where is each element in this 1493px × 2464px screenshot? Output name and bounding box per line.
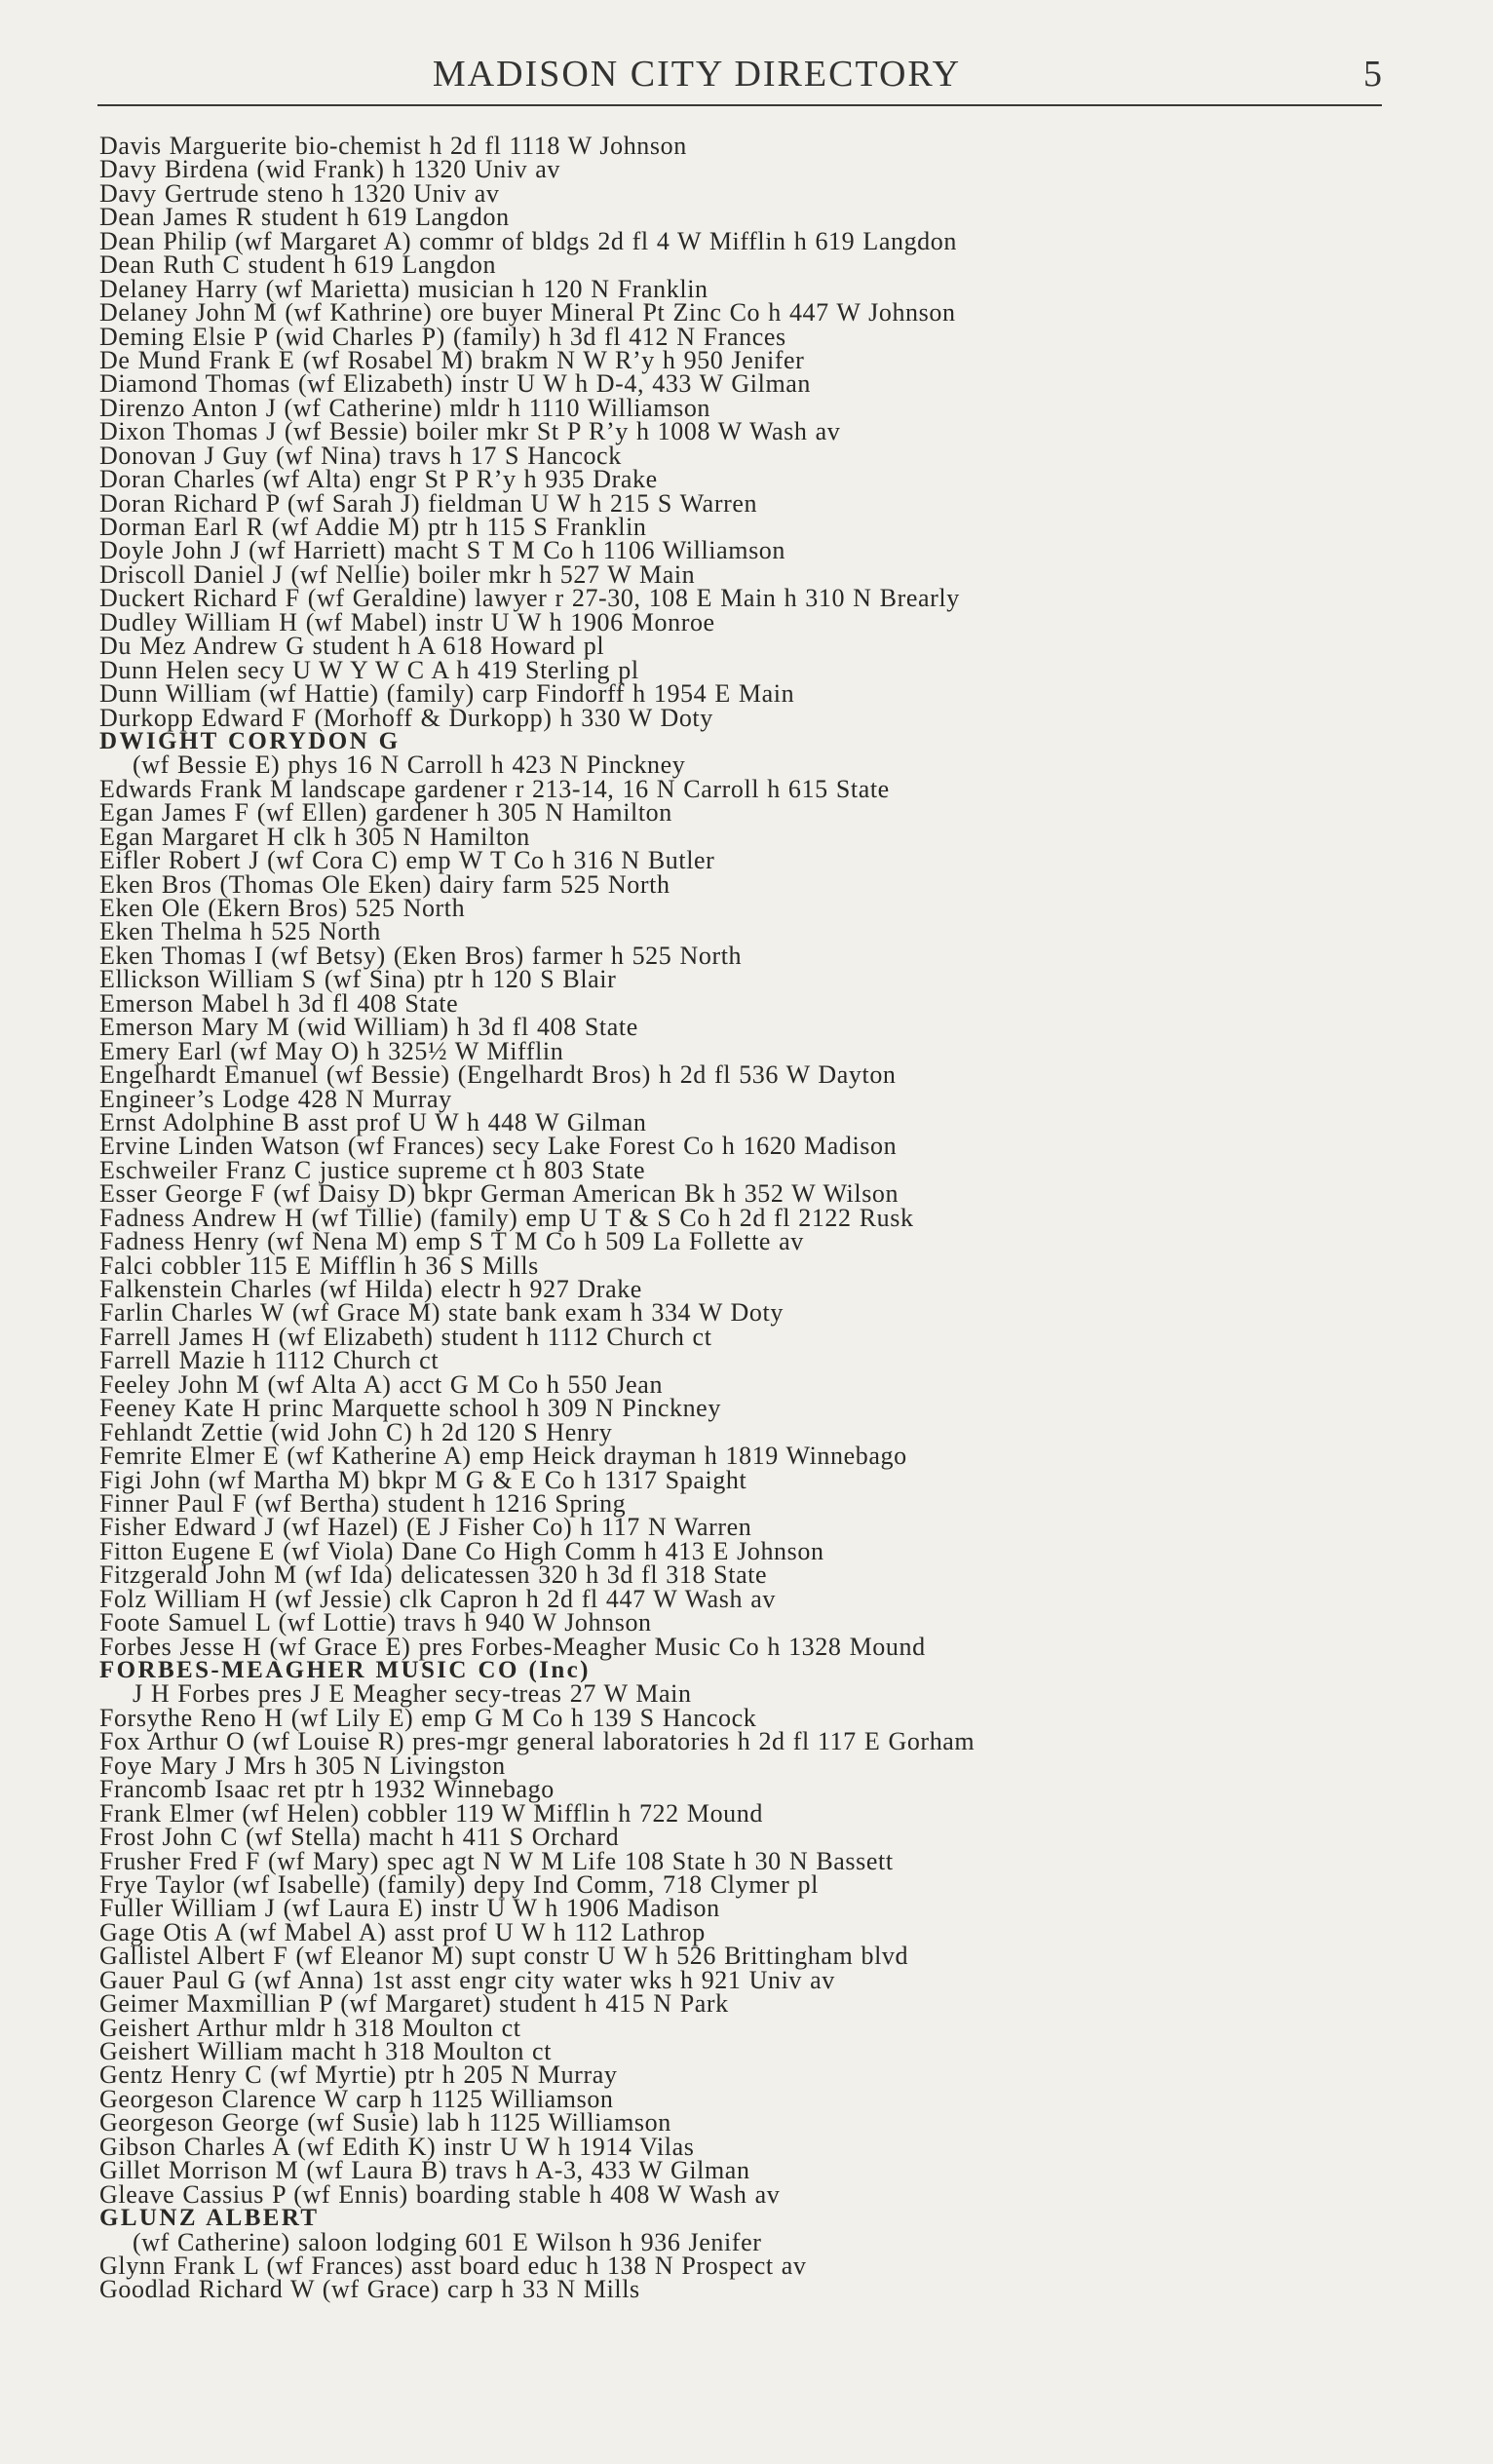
directory-entry: Durkopp Edward F (Morhoff & Durkopp) h 330 W Doty (99, 703, 713, 732)
directory-entry: Delaney John M (wf Kathrine) ore buyer Mineral Pt Zinc Co h 447 W Johnson (99, 298, 956, 327)
directory-entry: Foye Mary J Mrs h 305 N Livingston (99, 1751, 506, 1780)
directory-entry: Gallistel Albert F (wf Eleanor M) supt constr U W h 526 Brittingham blvd (99, 1942, 909, 1971)
directory-entry: Diamond Thomas (wf Elizabeth) instr U W h D-4, 433 W Gilman (99, 369, 812, 399)
directory-entry: Ervine Linden Watson (wf Frances) secy Lake Forest Co h 1620 Madison (99, 1132, 898, 1161)
directory-entry: Georgeson George (wf Susie) lab h 1125 Williamson (99, 2108, 671, 2137)
directory-entry: Frye Taylor (wf Isabelle) (family) depy Ind Comm, 718 Clymer pl (99, 1869, 819, 1899)
directory-entry: Forbes Jesse H (wf Grace E) pres Forbes-Meagher Music Co h 1328 Mound (99, 1632, 926, 1661)
directory-entry: (wf Bessie E) phys 16 N Carroll h 423 N Pinckney (133, 751, 686, 780)
directory-entry: Ernst Adolphine B asst prof U W h 448 W Gilman (99, 1107, 647, 1136)
directory-entry: Driscoll Daniel J (wf Nellie) boiler mkr h 527 W Main (99, 559, 696, 589)
directory-entry: Engelhardt Emanuel (wf Bessie) (Engelhardt Bros) h 2d fl 536 W Dayton (99, 1060, 897, 1090)
directory-entry: Emery Earl (wf May O) h 325½ W Mifflin (99, 1036, 564, 1065)
directory-entry: (wf Catherine) saloon lodging 601 E Wilson h 936 Jenifer (133, 2227, 762, 2256)
directory-entries (99, 132, 1396, 2304)
directory-entry: Glynn Frank L (wf Frances) asst board educ h 138 N Prospect av (99, 2251, 807, 2280)
directory-entry: Dorman Earl R (wf Addie M) ptr h 115 S Franklin (99, 513, 647, 541)
directory-entry: Dixon Thomas J (wf Bessie) boiler mkr St P R’y h 1008 W Wash av (99, 417, 841, 446)
directory-entry: Falkenstein Charles (wf Hilda) electr h 927 Drake (99, 1275, 642, 1303)
directory-entry: Frusher Fred F (wf Mary) spec agt N W M Life 108 State h 30 N Bassett (99, 1846, 894, 1875)
directory-entry: Figi John (wf Martha M) bkpr M G & E Co h 1317 Spaight (99, 1465, 747, 1494)
directory-entry: Gillet Morrison M (wf Laura B) travs h A-3, 433 W Gilman (99, 2156, 750, 2185)
directory-entry: Deming Elsie P (wid Charles P) (family) h 3d fl 412 N Frances (99, 322, 786, 351)
directory-entry: Fisher Edward J (wf Hazel) (E J Fisher Co) h 117 N Warren (99, 1513, 752, 1542)
directory-entry: Fitton Eugene E (wf Viola) Dane Co High Comm h 413 E Johnson (99, 1536, 824, 1565)
directory-entry: Du Mez Andrew G student h A 618 Howard pl (99, 632, 605, 661)
directory-entry: Eken Thelma h 525 North (99, 917, 381, 946)
directory-entry: Duckert Richard F (wf Geraldine) lawyer r 27-30, 108 E Main h 310 N Brearly (99, 584, 960, 613)
directory-heading: GLUNZ ALBERT (99, 2205, 320, 2232)
directory-entry: J H Forbes pres J E Meagher secy-treas 27 W Main (133, 1679, 692, 1709)
directory-entry: Egan James F (wf Ellen) gardener h 305 N Hamilton (99, 798, 672, 828)
header-rule (97, 104, 1382, 106)
directory-entry: Gauer Paul G (wf Anna) 1st asst engr city water wks h 921 Univ av (99, 1965, 835, 1994)
directory-heading: DWIGHT CORYDON G (99, 727, 401, 754)
directory-entry: Gentz Henry C (wf Myrtie) ptr h 205 N Murray (99, 2060, 618, 2090)
directory-entry: Francomb Isaac ret ptr h 1932 Winnebago (99, 1775, 555, 1804)
directory-entry: Dudley William H (wf Mabel) instr U W h 1906 Monroe (99, 607, 715, 636)
directory-entry: Gage Otis A (wf Mabel A) asst prof U W h 112 Lathrop (99, 1917, 706, 1946)
directory-entry: Goodlad Richard W (wf Grace) carp h 33 N Mills (99, 2275, 640, 2304)
directory-entry: Egan Margaret H clk h 305 N Hamilton (99, 822, 530, 851)
directory-entry: Emerson Mary M (wid William) h 3d fl 408 State (99, 1013, 638, 1042)
directory-entry: Gleave Cassius P (wf Ennis) boarding stable h 408 W Wash av (99, 2179, 781, 2209)
directory-entry: Eifler Robert J (wf Cora C) emp W T Co h 316 N Butler (99, 846, 715, 875)
directory-entry: Geishert Arthur mldr h 318 Moulton ct (99, 2013, 521, 2042)
directory-entry: Dean James R student h 619 Langdon (99, 203, 510, 232)
directory-entry: Falci cobbler 115 E Mifflin h 36 S Mills (99, 1251, 539, 1280)
directory-entry: Farrell Mazie h 1112 Church ct (99, 1346, 440, 1375)
directory-entry: Feeley John M (wf Alta A) acct G M Co h 550 Jean (99, 1369, 664, 1399)
directory-entry: Feeney Kate H princ Marquette school h 309 N Pinckney (99, 1394, 721, 1423)
directory-entry: Geishert William macht h 318 Moulton ct (99, 2037, 553, 2065)
directory-entry: Eken Bros (Thomas Ole Eken) dairy farm 525 North (99, 869, 670, 899)
directory-entry: Fox Arthur O (wf Louise R) pres-mgr general laboratories h 2d fl 117 E Gorham (99, 1727, 976, 1756)
directory-entry: Farlin Charles W (wf Grace M) state bank exam h 334 W Doty (99, 1298, 784, 1328)
directory-entry: Dunn Helen secy U W Y W C A h 419 Sterling pl (99, 655, 639, 684)
directory-entry: Eken Thomas I (wf Betsy) (Eken Bros) farmer h 525 North (99, 941, 743, 970)
directory-entry: Davy Gertrude steno h 1320 Univ av (99, 178, 500, 208)
directory-entry: Eschweiler Franz C justice supreme ct h 803 State (99, 1155, 646, 1184)
directory-entry: Donovan J Guy (wf Nina) travs h 17 S Hancock (99, 441, 622, 470)
directory-entry: Engineer’s Lodge 428 N Murray (99, 1084, 452, 1113)
directory-entry: Forsythe Reno H (wf Lily E) emp G M Co h 139 S Hancock (99, 1703, 757, 1732)
directory-entry: Edwards Frank M landscape gardener r 213-14, 16 N Carroll h 615 State (99, 774, 890, 803)
directory-entry: Frost John C (wf Stella) macht h 411 S Orchard (99, 1823, 620, 1852)
directory-entry: Doran Richard P (wf Sarah J) fieldman U W h 215 S Warren (99, 488, 758, 518)
directory-entry: Dunn William (wf Hattie) (family) carp Findorff h 1954 E Main (99, 679, 795, 709)
directory-entry: Doran Charles (wf Alta) engr St P R’y h 935 Drake (99, 465, 658, 494)
directory-entry: Direnzo Anton J (wf Catherine) mldr h 1110 Williamson (99, 393, 711, 422)
directory-heading: FORBES-MEAGHER MUSIC CO (Inc) (99, 1657, 591, 1683)
directory-entry: Emerson Mabel h 3d fl 408 State (99, 988, 459, 1018)
directory-entry: Fadness Henry (wf Nena M) emp S T M Co h 509 La Follette av (99, 1227, 804, 1256)
page-title: MADISON CITY DIRECTORY (432, 54, 962, 95)
directory-entry: Finner Paul F (wf Bertha) student h 1216 Spring (99, 1488, 627, 1518)
directory-entry: Doyle John J (wf Harriett) macht S T M Co h 1106 Williamson (99, 536, 786, 565)
directory-entry: Fehlandt Zettie (wid John C) h 2d 120 S Henry (99, 1417, 613, 1446)
directory-entry: Gibson Charles A (wf Edith K) instr U W h 1914 Vilas (99, 2132, 695, 2161)
directory-entry: Fitzgerald John M (wf Ida) delicatessen 320 h 3d fl 318 State (99, 1560, 768, 1590)
directory-entry: Foote Samuel L (wf Lottie) travs h 940 W Johnson (99, 1608, 652, 1637)
directory-entry: Georgeson Clarence W carp h 1125 Williamson (99, 2084, 614, 2113)
directory-entry: Delaney Harry (wf Marietta) musician h 120 N Franklin (99, 274, 708, 303)
directory-entry: Eken Ole (Ekern Bros) 525 North (99, 894, 466, 922)
directory-entry: Farrell James H (wf Elizabeth) student h 1112 Church ct (99, 1322, 712, 1351)
directory-entry: Ellickson William S (wf Sina) ptr h 120 S Blair (99, 965, 617, 994)
directory-entry: Dean Ruth C student h 619 Langdon (99, 250, 497, 280)
directory-entry: Dean Philip (wf Margaret A) commr of bldgs 2d fl 4 W Mifflin h 619 Langdon (99, 226, 957, 255)
directory-entry: De Mund Frank E (wf Rosabel M) brakm N W R’y h 950 Jenifer (99, 345, 805, 374)
directory-entry: Geimer Maxmillian P (wf Margaret) student h 415 N Park (99, 1989, 729, 2019)
directory-entry: Folz William H (wf Jessie) clk Capron h 2d fl 447 W Wash av (99, 1584, 776, 1613)
directory-entry: Femrite Elmer E (wf Katherine A) emp Heick drayman h 1819 Winnebago (99, 1442, 907, 1471)
directory-entry: Frank Elmer (wf Helen) cobbler 119 W Mifflin h 722 Mound (99, 1798, 763, 1828)
directory-entry: Esser George F (wf Daisy D) bkpr German American Bk h 352 W Wilson (99, 1179, 900, 1209)
page-number: 5 (1363, 54, 1382, 95)
directory-entry: Fadness Andrew H (wf Tillie) (family) emp U T & S Co h 2d fl 2122 Rusk (99, 1203, 914, 1232)
directory-entry: Davy Birdena (wid Frank) h 1320 Univ av (99, 155, 561, 184)
directory-entry: Fuller William J (wf Laura E) instr U W h 1906 Madison (99, 1894, 720, 1923)
page-header (97, 47, 1382, 105)
directory-entry: Davis Marguerite bio-chemist h 2d fl 1118 W Johnson (99, 132, 687, 160)
